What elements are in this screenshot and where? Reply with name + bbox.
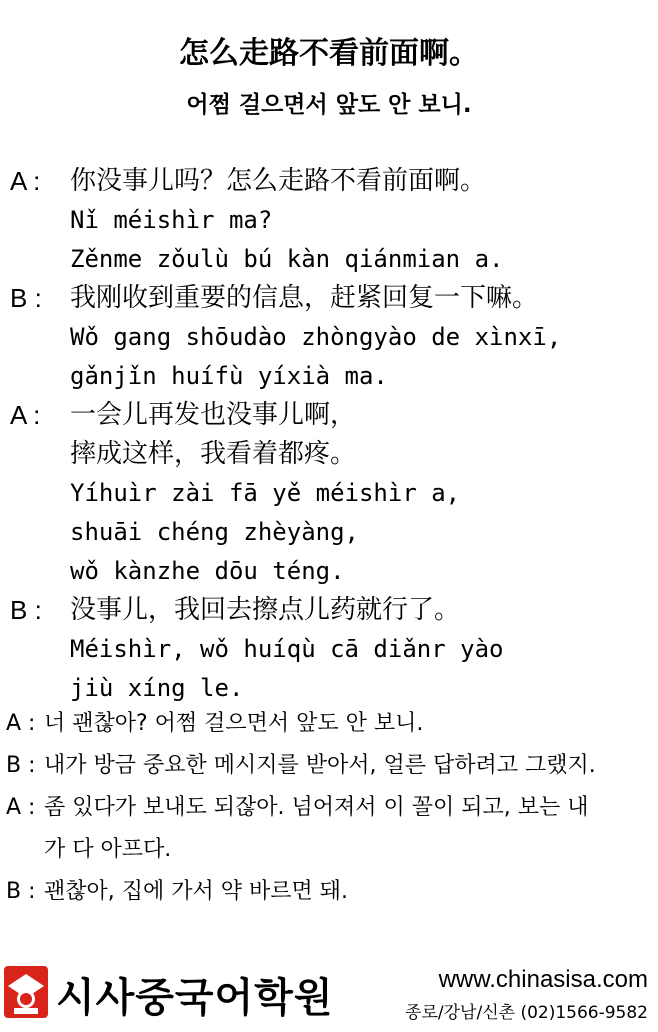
korean-line: [0, 871, 658, 913]
korean-line: [0, 745, 658, 787]
korean-text: 괜찮아, 집에 가서 약 바르면 돼.: [44, 879, 348, 904]
dialog-chinese: 没事儿，我回去擦点儿药就行了。: [70, 595, 461, 625]
dialog-line: [0, 396, 658, 435]
brand-name: 시사중국어학원: [56, 975, 334, 1021]
dialog-pinyin: shuāi chéng zhèyàng,: [70, 518, 359, 546]
dialog-line: [0, 591, 658, 630]
dialog-pinyin: Nǐ méishìr ma?: [70, 206, 273, 234]
dialog-pinyin: Yíhuìr zài fā yě méishìr a,: [70, 479, 461, 507]
korean-text: 너 괜찮아? 어쩜 걸으면서 앞도 안 보니.: [44, 711, 424, 736]
dialog-line: [0, 318, 658, 357]
speaker-label: B :: [10, 595, 42, 625]
dialog-line: [0, 201, 658, 240]
footer: [0, 958, 658, 1032]
dialog-line: [0, 357, 658, 396]
dialog-pinyin: wǒ kànzhe dōu téng.: [70, 557, 345, 585]
speaker-label: B :: [6, 879, 36, 904]
title-korean: 어쩜 걸으면서 앞도 안 보니.: [186, 92, 472, 118]
dialog-line: [0, 279, 658, 318]
dialog-pinyin: Méishìr, wǒ huíqù cā diǎnr yào: [70, 635, 504, 663]
title-chinese: 怎么走路不看前面啊。: [179, 36, 479, 71]
speaker-label: A :: [10, 400, 41, 430]
korean-line: [0, 703, 658, 745]
korean-text: 좀 있다가 보내도 되잖아. 넘어져서 이 꼴이 되고, 보는 내: [44, 795, 589, 820]
korean-text: 가 다 아프다.: [44, 837, 172, 862]
speaker-label: B :: [6, 753, 36, 778]
speaker-label: B :: [10, 283, 42, 313]
academy-logo-icon: [4, 966, 48, 1018]
speaker-label: A :: [6, 711, 36, 736]
korean-line: [0, 787, 658, 829]
dialog-pinyin: gǎnjǐn huífù yíxià ma.: [70, 362, 388, 390]
dialog-line: [0, 240, 658, 279]
dialog-pinyin: Zěnme zǒulù bú kàn qiánmian a.: [70, 245, 504, 273]
dialog-line: [0, 435, 658, 474]
korean-text: 내가 방금 중요한 메시지를 받아서, 얼른 답하려고 그랬지.: [44, 753, 596, 778]
dialog-chinese: 一会儿再发也没事儿啊，: [70, 400, 357, 430]
dialog-line: [0, 630, 658, 669]
korean-line: [0, 829, 658, 871]
dialog-chinese: 摔成这样，我看着都疼。: [70, 439, 357, 469]
dialog-pinyin: jiù xíng le.: [70, 674, 244, 702]
dialog-chinese: 你没事儿吗？怎么走路不看前面啊。: [70, 166, 487, 196]
website-link[interactable]: www.chinasisa.com: [438, 966, 648, 993]
speaker-label: A :: [6, 795, 36, 820]
speaker-label: A :: [10, 166, 41, 196]
dialog-chinese: 我刚收到重要的信息，赶紧回复一下嘛。: [70, 283, 539, 313]
dialog-pinyin: Wǒ gang shōudào zhòngyào de xìnxī,: [70, 323, 562, 351]
dialog-line: [0, 552, 658, 591]
contact-info: 종로/강남/신촌 (02)1566-9582: [405, 1003, 648, 1023]
dialog-line: [0, 513, 658, 552]
korean-translation: [0, 703, 658, 913]
dialog-line: [0, 474, 658, 513]
dialog-section: [0, 162, 658, 708]
dialog-line: [0, 162, 658, 201]
